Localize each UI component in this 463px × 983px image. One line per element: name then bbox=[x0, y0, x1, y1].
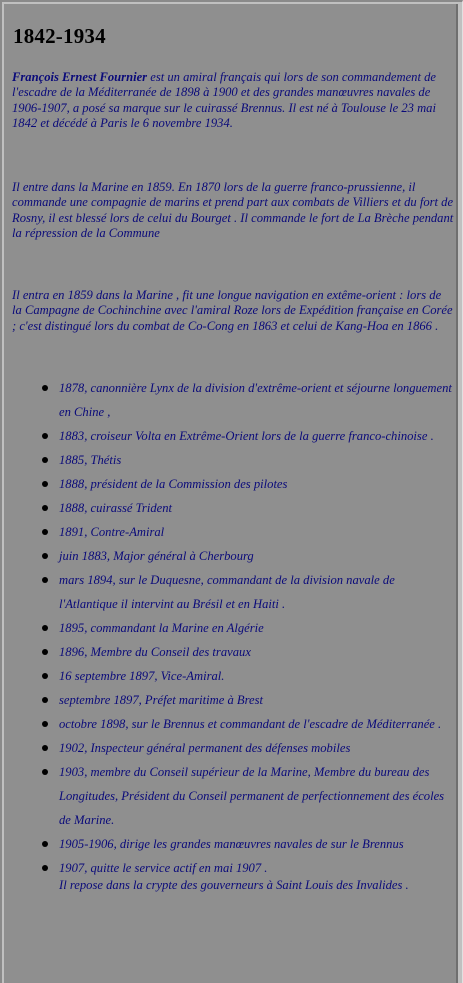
career-list bbox=[4, 376, 456, 898]
intro-name: François Ernest Fournier bbox=[12, 70, 148, 84]
career-item-text: 1903, membre du Conseil supérieur de la Marine, Membre du bureau des Longitudes, Président du Conseil permanent de perfectionnement des écoles de Marine. bbox=[59, 765, 445, 827]
career-item-text: 1888, président de la Commission des pilotes bbox=[59, 477, 288, 491]
career-item-text: 1883, croiseur Volta en Extrême-Orient lors de la guerre franco-chinoise . bbox=[59, 429, 434, 443]
career-item-text: juin 1883, Major général à Cherbourg bbox=[59, 549, 254, 563]
career-item bbox=[4, 448, 456, 472]
career-item-text: 1907, quitte le service actif en mai 1907 . bbox=[59, 861, 268, 875]
bullet-icon bbox=[42, 841, 48, 847]
career-item-text: septembre 1897, Préfet maritime à Brest bbox=[59, 693, 264, 707]
career-item-text: 1885, Thétis bbox=[59, 453, 122, 467]
intro-paragraph bbox=[12, 70, 454, 132]
career-item bbox=[4, 496, 456, 520]
career-item bbox=[4, 568, 456, 616]
bullet-icon bbox=[42, 529, 48, 535]
career-item-text: 16 septembre 1897, Vice-Amiral. bbox=[59, 669, 225, 683]
career-item bbox=[4, 640, 456, 664]
career-item bbox=[4, 544, 456, 568]
career-item-text: 1905-1906, dirige les grandes manœuvres navales de sur le Brennus bbox=[59, 837, 404, 851]
career-item bbox=[4, 520, 456, 544]
career-item bbox=[4, 376, 456, 424]
career-item bbox=[4, 760, 456, 832]
far-east-paragraph: Il entra en 1859 dans la Marine , fit une longue navigation en extême-orient : lors de la Campagne de Cochinchine avec l'amiral Roze lors de Expédition française en Corée ; c'est distingué lors du combat de Co-Cong en 1863 et celui de Kang-Hoa en 1866 . bbox=[12, 288, 453, 333]
career-item bbox=[4, 688, 456, 712]
bullet-icon bbox=[42, 865, 48, 871]
career-item bbox=[4, 472, 456, 496]
bullet-icon bbox=[42, 625, 48, 631]
bullet-icon bbox=[42, 577, 48, 583]
career-item-text: 1878, canonnière Lynx de la division d'extrême-orient et séjourne longuement en Chine , bbox=[59, 381, 452, 419]
career-item bbox=[4, 712, 456, 736]
career-item-text: 1902, Inspecteur général permanent des défenses mobiles bbox=[59, 741, 351, 755]
bullet-icon bbox=[42, 673, 48, 679]
bullet-icon bbox=[42, 697, 48, 703]
bullet-icon bbox=[42, 505, 48, 511]
bullet-icon bbox=[42, 385, 48, 391]
career-item-text: mars 1894, sur le Duquesne, commandant de la division navale de l'Atlantique il intervint au Brésil et en Haiti . bbox=[59, 573, 395, 611]
career-item-text: 1895, commandant la Marine en Algérie bbox=[59, 621, 264, 635]
career-item-text: 1888, cuirassé Trident bbox=[59, 501, 172, 515]
bullet-icon bbox=[42, 649, 48, 655]
career-item bbox=[4, 424, 456, 448]
bullet-icon bbox=[42, 481, 48, 487]
content-panel[interactable] bbox=[4, 4, 458, 983]
career-item bbox=[4, 856, 456, 898]
career-item bbox=[4, 616, 456, 640]
intro-text: est un amiral français qui lors de son commandement de l'escadre de la Méditerranée de 1898 à 1900 et des grandes manœuvres navales de 1906-1907, a posé sa marque sur le cuirassé Brennus. Il est né à Toulouse le 23 mai 1842 et décédé à Paris le 6 novembre 1934. bbox=[12, 70, 437, 131]
bullet-icon bbox=[42, 433, 48, 439]
career-item bbox=[4, 832, 456, 856]
career-item-text: octobre 1898, sur le Brennus et commandant de l'escadre de Méditerranée . bbox=[59, 717, 442, 731]
career-item-text: 1891, Contre-Amiral bbox=[59, 525, 165, 539]
bullet-icon bbox=[42, 457, 48, 463]
bullet-icon bbox=[42, 553, 48, 559]
career-item-text: 1896, Membre du Conseil des travaux bbox=[59, 645, 251, 659]
bullet-icon bbox=[42, 745, 48, 751]
career-item bbox=[4, 664, 456, 688]
bullet-icon bbox=[42, 721, 48, 727]
page-title: 1842-1934 bbox=[13, 24, 106, 48]
career-item bbox=[4, 736, 456, 760]
burial-note: Il repose dans la crypte des gouverneurs à Saint Louis des Invalides . bbox=[59, 878, 409, 892]
bullet-icon bbox=[42, 769, 48, 775]
military-paragraph: Il entre dans la Marine en 1859. En 1870 lors de la guerre franco-prussienne, il commande une compagnie de marins et prend part aux combats de Villiers et du fort de Rosny, il est blessé lors de celui du Bourget . Il commande le fort de La Brèche pendant la répression de la Commune bbox=[12, 180, 454, 241]
